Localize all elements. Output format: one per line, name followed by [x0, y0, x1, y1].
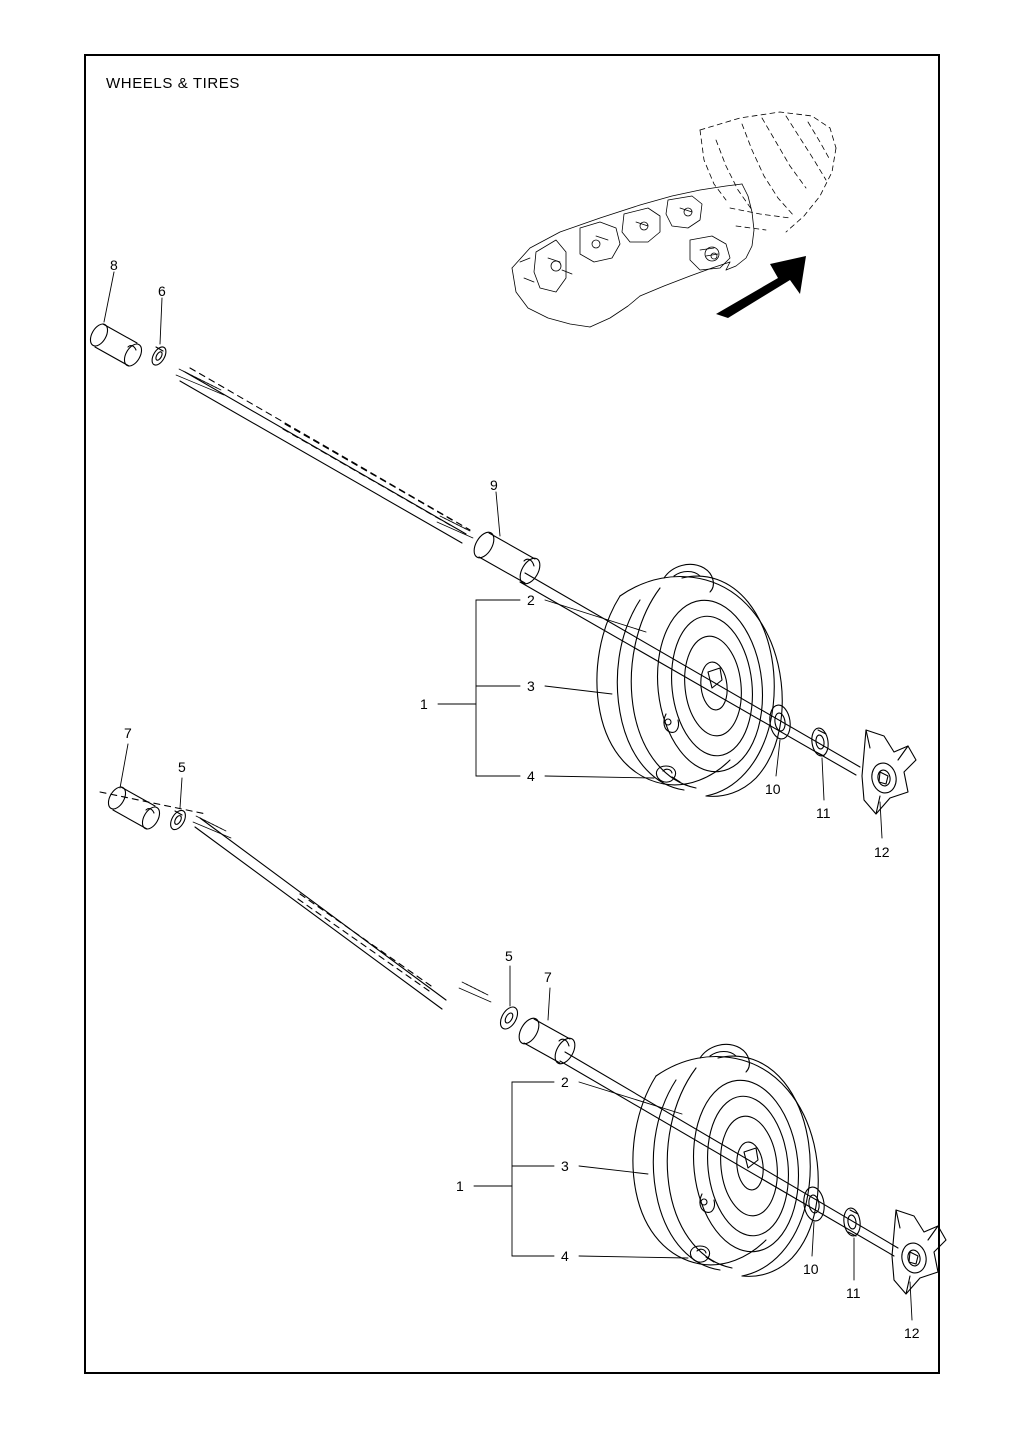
- callout-4-upper: 4: [527, 768, 535, 784]
- diagram-frame: [84, 54, 940, 1374]
- callout-11-lower: 11: [846, 1285, 861, 1301]
- callout-1-lower: 1: [456, 1178, 464, 1194]
- callout-11-upper: 11: [816, 805, 831, 821]
- callout-5-lower-mid: 5: [505, 948, 513, 964]
- callout-5-lower-left: 5: [178, 759, 186, 775]
- callout-7-lower-mid: 7: [544, 969, 552, 985]
- callout-10-upper: 10: [765, 781, 781, 797]
- callout-2-lower: 2: [561, 1074, 569, 1090]
- callout-6: 6: [158, 283, 166, 299]
- callout-4-lower: 4: [561, 1248, 569, 1264]
- callout-2-upper: 2: [527, 592, 535, 608]
- callout-7-lower-left: 7: [124, 725, 132, 741]
- callout-1-upper: 1: [420, 696, 428, 712]
- callout-10-lower: 10: [803, 1261, 819, 1277]
- callout-3-upper: 3: [527, 678, 535, 694]
- callout-8: 8: [110, 257, 118, 273]
- callout-9: 9: [490, 477, 498, 493]
- callout-12-lower: 12: [904, 1325, 920, 1341]
- page-title: WHEELS & TIRES: [106, 75, 240, 92]
- callout-3-lower: 3: [561, 1158, 569, 1174]
- callout-12-upper: 12: [874, 844, 890, 860]
